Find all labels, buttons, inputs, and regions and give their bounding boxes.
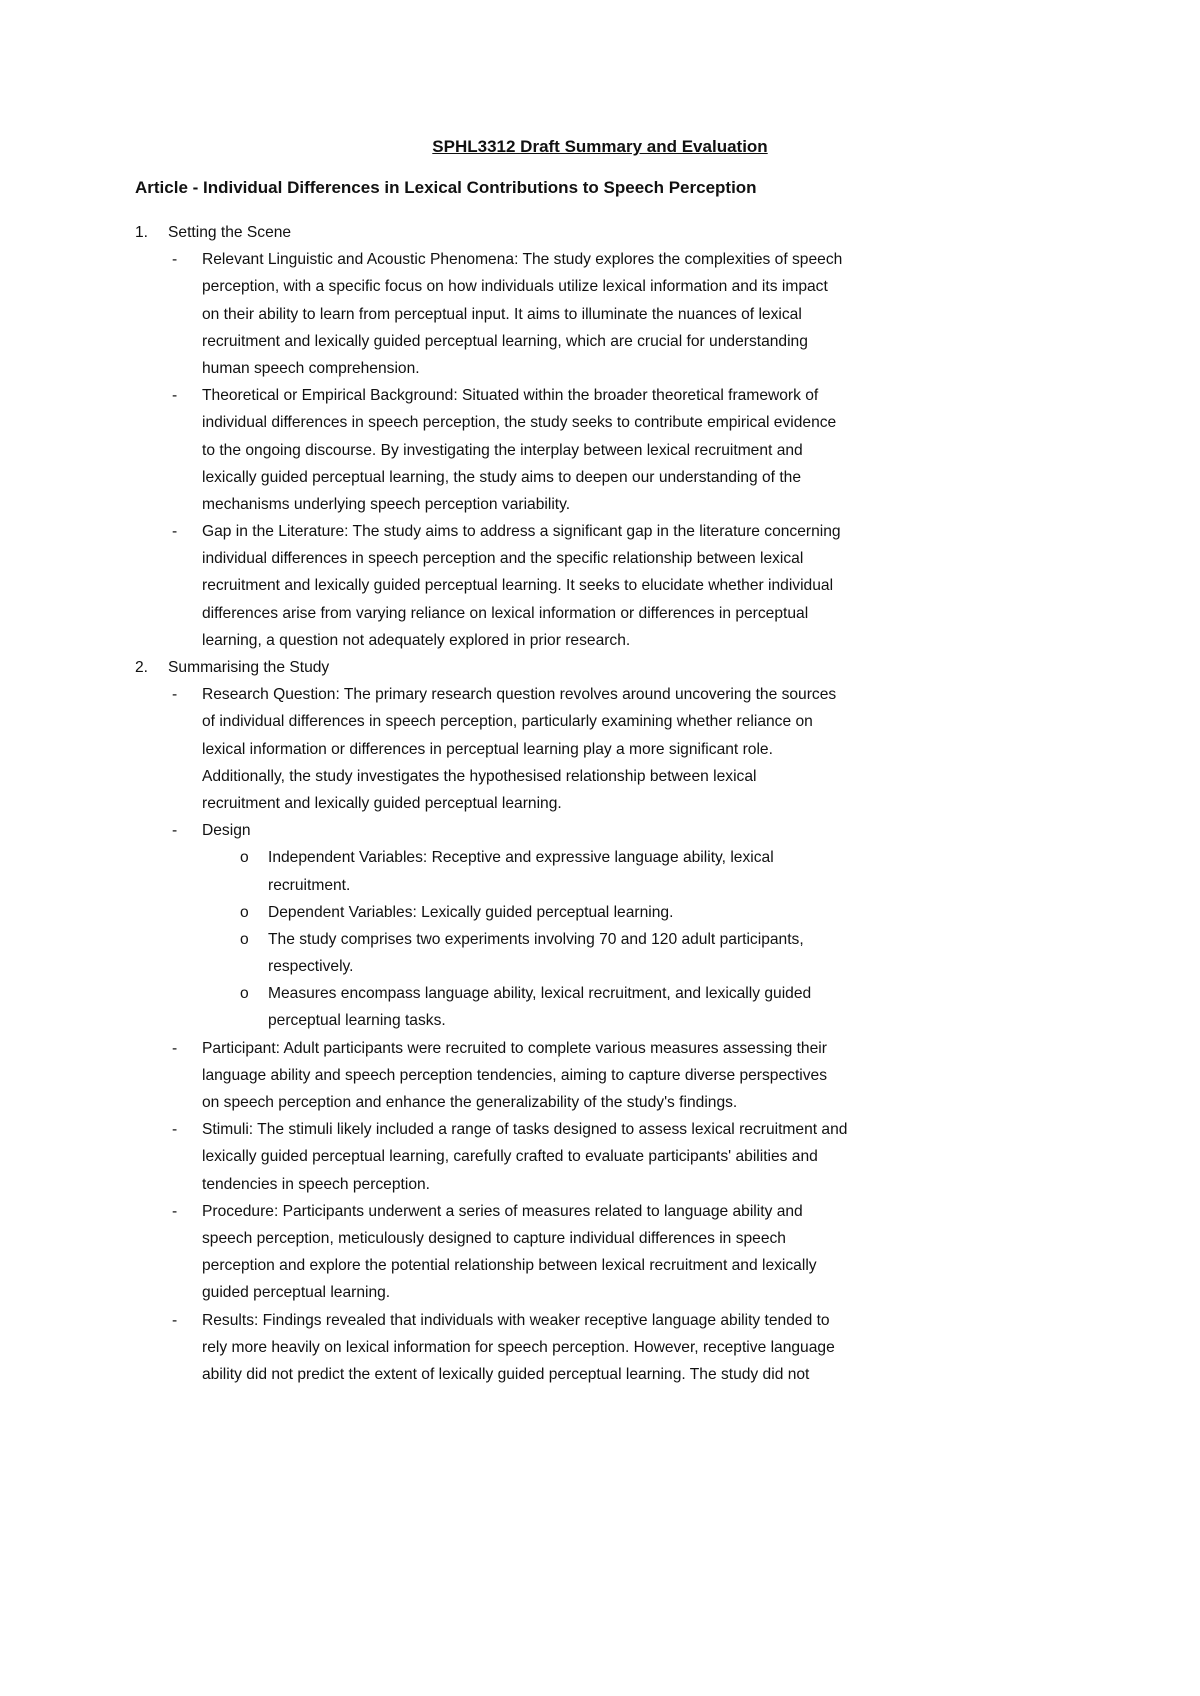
line-text: Independent Variables: Receptive and expressive language ability, lexical	[268, 849, 774, 867]
text-line	[135, 844, 847, 871]
list-item	[135, 681, 847, 817]
text-line: rely more heavily on lexical information for speech perception. However, receptive language	[202, 1338, 835, 1356]
line-text: Stimuli: The stimuli likely included a range of tasks designed to assess lexical recruitment and	[202, 1121, 848, 1139]
text-line: individual differences in speech perception, the study seeks to contribute empirical evidence	[202, 414, 837, 432]
document-title: SPHL3312 Draft Summary and Evaluation	[432, 137, 768, 156]
list-section	[135, 219, 847, 654]
text-line: speech perception, meticulously designed to capture individual differences in speech	[202, 1229, 786, 1247]
text-line: of individual differences in speech perception, particularly examining whether reliance on	[202, 713, 813, 731]
text-line: perception and explore the potential relationship between lexical recruitment and lexically	[202, 1257, 817, 1275]
text-line: human speech comprehension.	[202, 359, 420, 377]
dash-bullet: -	[172, 822, 178, 840]
sub-list-item	[135, 844, 847, 898]
dash-bullet: -	[172, 686, 178, 704]
text-line: recruitment and lexically guided perceptual learning, which are crucial for understanding	[202, 332, 808, 350]
text-line: learning, a question not adequately explored in prior research.	[202, 631, 631, 649]
list-item	[135, 1035, 847, 1117]
dash-bullet: -	[172, 1121, 178, 1139]
line-text: Gap in the Literature: The study aims to address a significant gap in the literature concerning	[202, 523, 841, 541]
text-line	[135, 953, 847, 980]
list-item	[135, 382, 847, 518]
text-line	[135, 1198, 847, 1225]
section-heading: Setting the Scene	[168, 224, 292, 241]
line-text: The study comprises two experiments involving 70 and 120 adult participants,	[268, 930, 804, 948]
line-text: recruitment.	[268, 876, 351, 894]
circle-bullet: o	[240, 985, 249, 1003]
line-text: Results: Findings revealed that individuals with weaker receptive language ability tended to	[202, 1311, 830, 1329]
article-heading: Article - Individual Differences in Lexical Contributions to Speech Perception	[135, 178, 757, 197]
section-number: 1.	[135, 224, 149, 241]
dash-bullet: -	[172, 251, 178, 269]
text-line: language ability and speech perception tendencies, aiming to capture diverse perspectives	[202, 1066, 828, 1084]
dash-bullet: -	[172, 523, 178, 541]
text-line: to the ongoing discourse. By investigating the interplay between lexical recruitment and	[202, 441, 803, 459]
circle-bullet: o	[240, 930, 249, 948]
text-line: recruitment and lexically guided perceptual learning. It seeks to elucidate whether individual	[202, 577, 834, 595]
line-text: Relevant Linguistic and Acoustic Phenomena: The study explores the complexities of speech	[202, 251, 843, 269]
text-line	[135, 1007, 847, 1034]
list-item	[135, 1116, 847, 1198]
text-line	[135, 1116, 847, 1143]
sub-list-item	[135, 926, 847, 980]
text-line	[135, 1307, 847, 1334]
text-line	[135, 518, 847, 545]
text-line: lexically guided perceptual learning, the study aims to deepen our understanding of the	[202, 468, 802, 486]
list-item	[135, 246, 847, 382]
dash-bullet: -	[172, 1311, 178, 1329]
list-item	[135, 1307, 847, 1389]
section-heading-line	[135, 219, 847, 246]
text-line	[135, 872, 847, 899]
section-heading: Summarising the Study	[168, 659, 330, 676]
line-text: perceptual learning tasks.	[268, 1012, 446, 1030]
text-line	[135, 817, 847, 844]
dash-bullet: -	[172, 1039, 178, 1057]
document-body	[135, 219, 847, 1388]
text-line: Additionally, the study investigates the hypothesised relationship between lexical	[202, 767, 757, 785]
line-text: Procedure: Participants underwent a series of measures related to language ability and	[202, 1202, 803, 1220]
text-line: lexically guided perceptual learning, carefully crafted to evaluate participants' abilities and	[202, 1148, 818, 1166]
text-line: differences arise from varying reliance on lexical information or differences in perceptual	[202, 604, 809, 622]
text-line: individual differences in speech perception and the specific relationship between lexical	[202, 550, 804, 568]
text-line: lexical information or differences in perceptual learning play a more significant role.	[202, 740, 773, 758]
line-text: respectively.	[268, 958, 354, 976]
circle-bullet: o	[240, 849, 249, 867]
line-text: Design	[202, 822, 251, 840]
list-item	[135, 518, 847, 654]
list-section	[135, 654, 847, 1388]
text-line: on speech perception and enhance the generalizability of the study's findings.	[202, 1094, 738, 1111]
line-text: Participant: Adult participants were recruited to complete various measures assessing their	[202, 1039, 827, 1057]
list-item	[135, 817, 847, 1035]
text-line	[135, 926, 847, 953]
text-line: on their ability to learn from perceptual input. It aims to illuminate the nuances of lexical	[202, 305, 802, 323]
text-line: mechanisms underlying speech perception variability.	[202, 495, 571, 513]
text-line	[135, 382, 847, 409]
text-line	[135, 1035, 847, 1062]
text-line	[135, 980, 847, 1007]
text-line	[135, 681, 847, 708]
list-item	[135, 1198, 847, 1307]
line-text: Measures encompass language ability, lexical recruitment, and lexically guided	[268, 985, 812, 1003]
line-text: Research Question: The primary research question revolves around uncovering the sources	[202, 686, 837, 704]
text-line	[135, 899, 847, 926]
text-line: tendencies in speech perception.	[202, 1175, 430, 1193]
text-line: ability did not predict the extent of lexically guided perceptual learning. The study did not	[202, 1365, 810, 1383]
sub-list-item	[135, 980, 847, 1034]
line-text: Dependent Variables: Lexically guided perceptual learning.	[268, 903, 674, 921]
sub-list-item	[135, 899, 847, 926]
dash-bullet: -	[172, 387, 178, 405]
section-heading-line	[135, 654, 847, 681]
text-line	[135, 246, 847, 273]
line-text: Theoretical or Empirical Background: Situated within the broader theoretical framework of	[202, 387, 819, 405]
dash-bullet: -	[172, 1202, 178, 1220]
circle-bullet: o	[240, 903, 249, 921]
text-line: perception, with a specific focus on how individuals utilize lexical information and its impact	[202, 278, 828, 296]
text-line: recruitment and lexically guided perceptual learning.	[202, 794, 562, 812]
text-line: guided perceptual learning.	[202, 1284, 391, 1302]
section-number: 2.	[135, 659, 149, 676]
